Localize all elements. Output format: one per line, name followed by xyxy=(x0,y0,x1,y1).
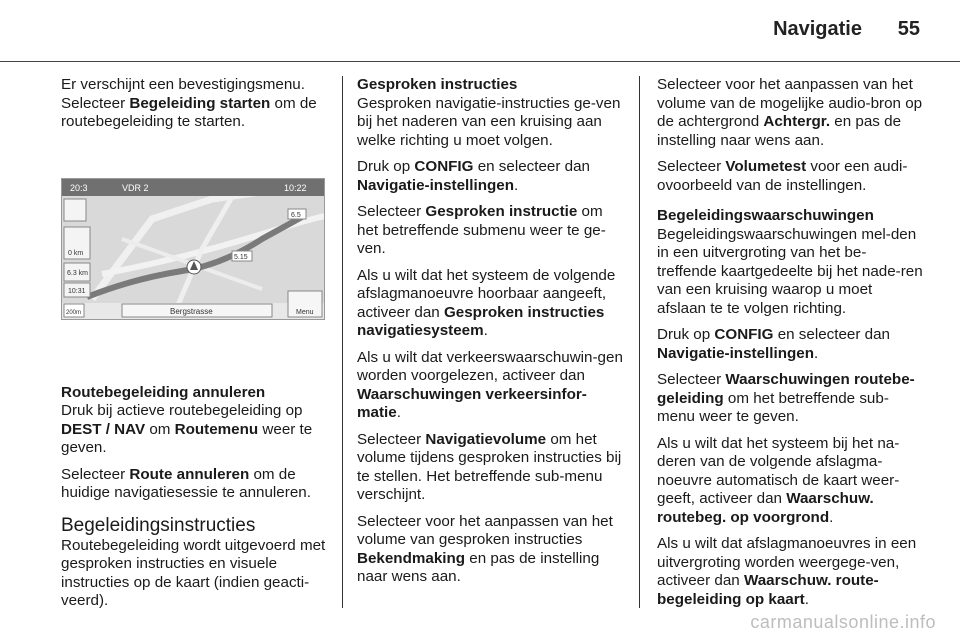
paragraph: Selecteer Volumetest voor een audi-ovoorbeeld van de instellingen. xyxy=(657,158,908,194)
column-1 xyxy=(61,76,329,619)
svg-text:20:3: 20:3 xyxy=(70,182,88,193)
svg-text:0 km: 0 km xyxy=(68,249,84,257)
paragraph: Als u wilt dat afslagmanoeuvres in een uitvergroting worden weergege-ven, activeer dan Waarschuw. route-begeleiding op kaart. xyxy=(657,535,917,608)
section-title: Begeleidingsinstructies xyxy=(61,514,256,536)
section-heading: Begeleidingswaarschuwingen xyxy=(657,207,874,224)
paragraph: Routebegeleiding wordt uitgevoerd met gesproken instructies en visuele instructies op de kaart (indien geacti-veerd). xyxy=(61,536,326,609)
svg-text:VDR 2: VDR 2 xyxy=(122,182,149,193)
column-divider xyxy=(639,76,640,608)
paragraph: Selecteer Waarschuwingen routebe-geleiding om het betreffende sub-menu weer te geven. xyxy=(657,371,915,425)
paragraph: Selecteer Route annuleren om de huidige navigatiesessie te annuleren. xyxy=(61,465,311,501)
svg-text:10:31: 10:31 xyxy=(68,287,86,295)
paragraph: Selecteer voor het aanpassen van het volume van gesproken instructies Bekendmaking en pas de instelling naar wens aan. xyxy=(357,512,613,585)
page-title: Navigatie xyxy=(773,18,862,40)
paragraph: Druk bij actieve routebegeleiding op DEST / NAV om Routemenu weer te geven. xyxy=(61,402,313,456)
paragraph: Druk op CONFIG en selecteer dan Navigatie-instellingen. xyxy=(657,326,890,362)
navigation-screenshot xyxy=(61,178,325,320)
svg-text:10:22: 10:22 xyxy=(284,182,307,193)
svg-text:200m: 200m xyxy=(66,309,82,316)
paragraph: Druk op CONFIG en selecteer dan Navigatie-instellingen. xyxy=(357,158,590,194)
section-heading: Routebegeleiding annuleren xyxy=(61,383,266,401)
svg-text:6.3 km: 6.3 km xyxy=(67,269,89,277)
paragraph: Er verschijnt een bevestigingsmenu. Selecteer Begeleiding starten om de routebegeleiding te starten. xyxy=(61,76,317,130)
svg-text:Bergstrasse: Bergstrasse xyxy=(170,306,213,316)
column-2 xyxy=(357,76,627,595)
header-rule xyxy=(0,61,960,62)
svg-text:5.15: 5.15 xyxy=(234,253,248,261)
column-divider xyxy=(342,76,343,608)
paragraph: Als u wilt dat het systeem de volgende afslagmanoeuvre hoorbaar aangeeft, activeer dan Gesproken instructies navigatiesysteem. xyxy=(357,266,616,339)
svg-text:6.5: 6.5 xyxy=(291,211,301,219)
paragraph: Begeleidingswaarschuwingen mel-den in een uitvergroting van het be-treffende kaartgedeelte bij het nade-ren van een kruising waarop u moet afslaan te te volgen richting. xyxy=(657,225,923,317)
paragraph: Gesproken navigatie-instructies ge-ven bij het naderen van een kruising aan welke richting u moet volgen. xyxy=(357,94,621,149)
page-header xyxy=(0,0,960,62)
svg-text:Menu: Menu xyxy=(296,308,314,316)
page-number: 55 xyxy=(897,18,920,40)
paragraph: Als u wilt dat verkeerswaarschuwin-gen worden voorgelezen, activeer dan Waarschuwingen verkeersinfor-matie. xyxy=(357,348,623,421)
paragraph: Selecteer Navigatievolume om het volume tijdens gesproken instructies bij te stellen. Het betreffende sub-menu verschijnt. xyxy=(357,430,622,503)
section-heading: Gesproken instructies xyxy=(357,76,518,93)
paragraph: Selecteer voor het aanpassen van het volume van de mogelijke audio-bron op de achtergrond Achtergr. en pas de instelling naar wens aan. xyxy=(657,76,923,149)
watermark: carmanualsonline.info xyxy=(750,612,936,632)
paragraph: Als u wilt dat het systeem bij het na-deren van de volgende afslagma-noeuvre automatisch de kaart weer-geeft, activeer dan Waarschuw. routebeg. op voorgrond. xyxy=(657,434,900,526)
paragraph: Selecteer Gesproken instructie om het betreffende submenu weer te ge-ven. xyxy=(357,203,606,257)
map-image xyxy=(62,179,324,319)
column-3 xyxy=(657,76,925,617)
